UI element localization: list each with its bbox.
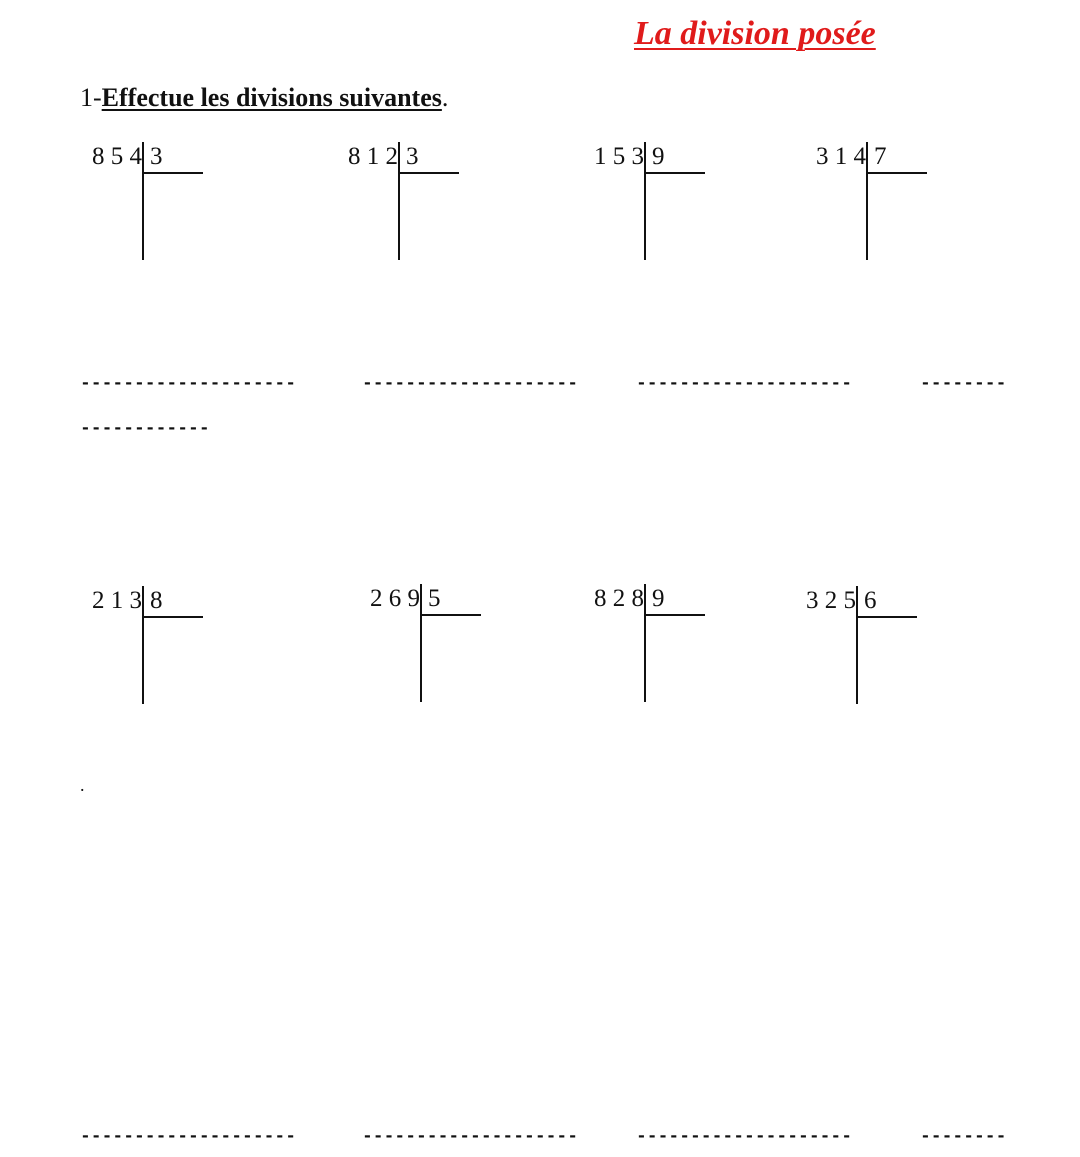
- division-7: [580, 584, 780, 724]
- division-vertical-bar: [856, 586, 858, 704]
- divisor: 7: [874, 143, 887, 170]
- division-horizontal-bar: [645, 614, 705, 616]
- dividend: 2 6 9: [370, 585, 420, 612]
- division-1: [78, 142, 278, 282]
- divisor: 3: [150, 143, 163, 170]
- dividend: 8 1 2: [348, 143, 398, 170]
- separator-line: --------------------: [362, 374, 579, 394]
- dividend: 8 5 4: [92, 143, 142, 170]
- division-horizontal-bar: [867, 172, 927, 174]
- divisor: 9: [652, 585, 665, 612]
- separator-line: --------------------: [636, 374, 853, 394]
- separator-line: --------------------: [636, 1127, 853, 1147]
- division-6: [356, 584, 556, 724]
- division-vertical-bar: [142, 142, 144, 260]
- instruction-number: 1-: [80, 83, 102, 112]
- instruction-end: .: [441, 83, 449, 112]
- separator-line: ------------: [80, 419, 210, 439]
- division-vertical-bar: [644, 584, 646, 702]
- stray-dot: .: [80, 775, 85, 795]
- separator-line: --------: [920, 374, 1007, 394]
- instruction-text: Effectue les divisions suivantes: [101, 83, 442, 112]
- divisor: 6: [864, 587, 877, 614]
- division-vertical-bar: [398, 142, 400, 260]
- divisor: 8: [150, 587, 163, 614]
- division-horizontal-bar: [857, 616, 917, 618]
- separator-line: --------------------: [80, 1127, 297, 1147]
- division-vertical-bar: [142, 586, 144, 704]
- divisor: 9: [652, 143, 665, 170]
- dividend: 3 2 5: [806, 587, 856, 614]
- divisor: 5: [428, 585, 441, 612]
- division-vertical-bar: [644, 142, 646, 260]
- separator-line: --------------------: [362, 1127, 579, 1147]
- division-horizontal-bar: [421, 614, 481, 616]
- division-4: [802, 142, 1002, 282]
- separator-line: --------------------: [80, 374, 297, 394]
- division-vertical-bar: [420, 584, 422, 702]
- separator-line: --------: [920, 1127, 1007, 1147]
- division-horizontal-bar: [143, 172, 203, 174]
- division-horizontal-bar: [143, 616, 203, 618]
- exercise-instruction: [80, 82, 448, 113]
- division-horizontal-bar: [645, 172, 705, 174]
- division-5: [78, 586, 278, 726]
- division-8: [792, 586, 992, 726]
- division-vertical-bar: [866, 142, 868, 260]
- division-horizontal-bar: [399, 172, 459, 174]
- division-3: [580, 142, 780, 282]
- dividend: 3 1 4: [816, 143, 866, 170]
- division-2: [334, 142, 534, 282]
- divisor: 3: [406, 143, 419, 170]
- page-title: La division posée: [634, 15, 876, 52]
- dividend: 1 5 3: [594, 143, 644, 170]
- dividend: 2 1 3: [92, 587, 142, 614]
- dividend: 8 2 8: [594, 585, 644, 612]
